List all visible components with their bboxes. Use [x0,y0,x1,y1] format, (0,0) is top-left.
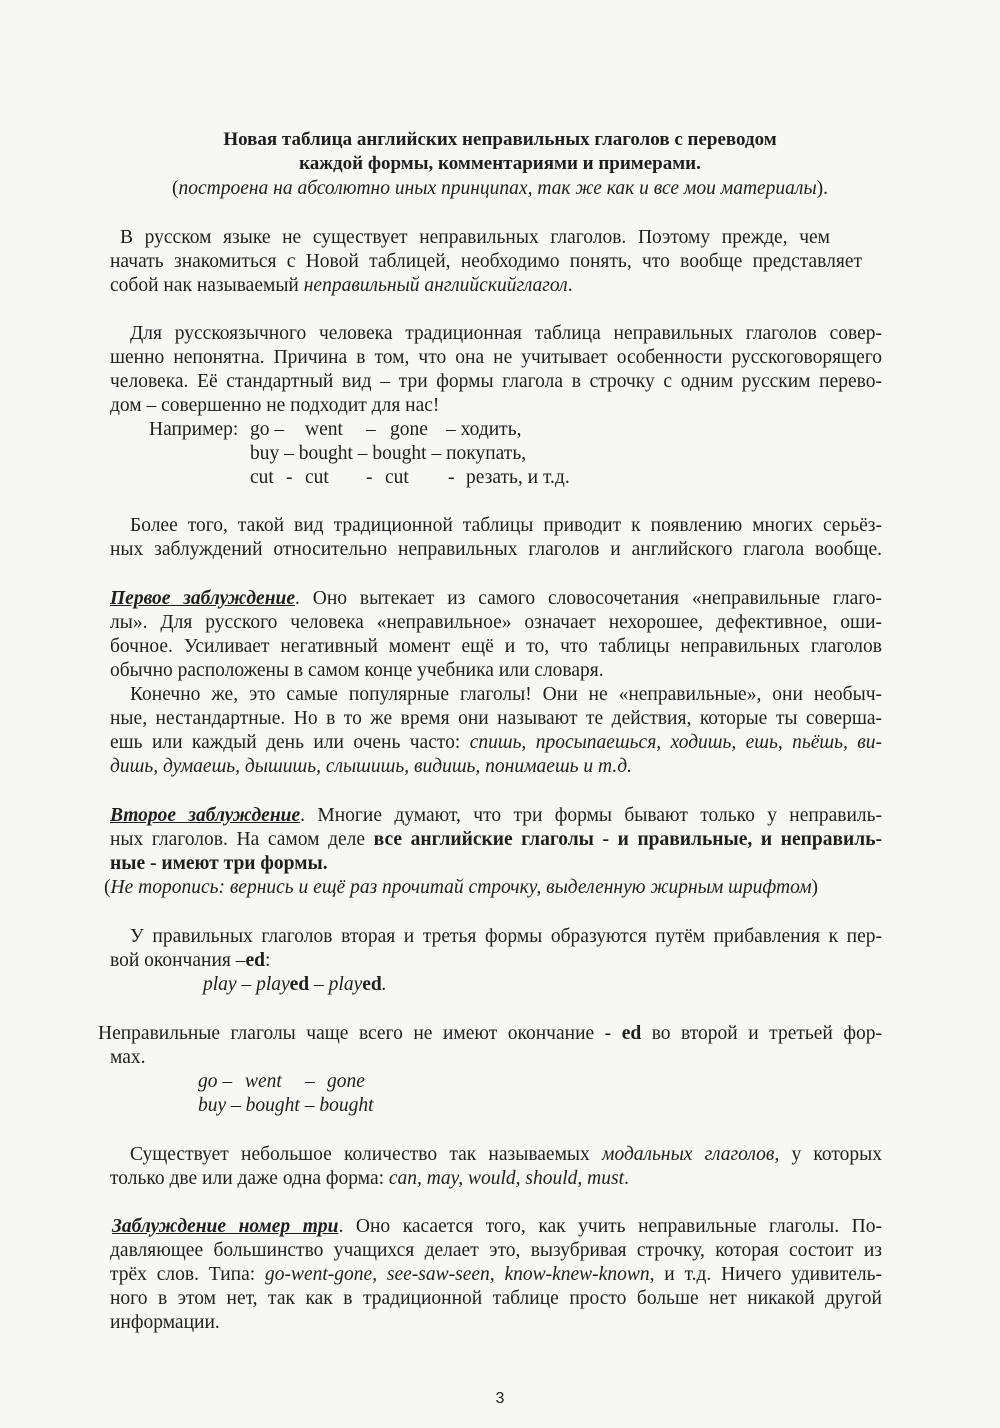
p4-line-2: лы». Для русского человека «неправильное» означает нехорошее, дефективное, оши- [110,612,882,633]
example-3-cut-3: cut [385,467,409,488]
p7-example-1-gone: gone [327,1071,365,1092]
p4-line-3: бочное. Усиливает негативный момент ещё и то, что таблицы неправильных глаголов [110,636,882,657]
p5-line-4 [104,876,818,900]
p2-line-4: дом – совершенно не подходит для нас! [110,395,440,416]
p1-line-3 [110,274,573,298]
p3-line-2: ных заблуждений относительно неправильных глаголов и английского глагола вообще. [110,539,882,560]
p8-line-1 [130,1143,882,1167]
p1-l3c: . [567,275,573,296]
note-close: ). [816,178,829,199]
p4-line-5: Конечно же, это самые популярные глаголы! Они не «неправильные», они необыч- [130,684,882,705]
p8-l1a: Существует небольшое количество так называемых [130,1144,602,1165]
example-2: buy – bought – bought – покупать, [250,443,527,464]
p4-l1-rest: . Оно вытекает из самого словосочетания «неправильные глаго- [295,588,882,609]
p4-line-1 [110,587,882,611]
example-3-translation: резать, и т.д. [466,467,570,488]
p8-line-2 [110,1167,629,1191]
p8-l1b: модальных глаголов [602,1144,775,1165]
p7-l1b: ed [621,1023,642,1044]
p7-line-2: мах. [110,1047,146,1068]
p2-line-3: человека. Её стандартный вид – три формы глагола в строчку с одним русским перево- [110,371,882,392]
p4-line-4: обычно расположены в самом конце учебника или словаря. [110,660,604,681]
p5-l2a: ных глаголов. На самом деле [110,829,374,850]
p6-ex-0: play – play [203,974,290,995]
p5-line-1 [110,804,882,828]
note-open: ( [171,178,179,199]
p7-example-2: buy – bought – bought [198,1095,374,1116]
p5-heading: Второе заблуждение [110,805,301,826]
p3-line-1: Более того, такой вид традиционной таблицы приводит к появлению многих серьёз- [130,515,882,536]
p6-line-1: У правильных глаголов вторая и третья формы образуются путём прибавления к пер- [130,926,882,947]
example-3-dash-2: - [366,467,373,488]
p9-line-3 [110,1263,882,1287]
p6-ex-4: . [381,974,387,995]
p8-l2c: . [624,1168,629,1189]
p6-example [203,973,387,997]
p1-line-1: В русском языке не существует неправильных глаголов. Поэтому прежде, чем [120,227,830,248]
title-note [0,177,1000,201]
p9-heading: Заблуждение номер три [112,1216,339,1237]
p4-line-8: дишь, думаешь, дышишь, слышишь, видишь, понимаешь и т.д. [110,756,632,777]
example-3-cut-1: cut [250,467,274,488]
p8-l2b: can, may, would, should, must [388,1168,624,1189]
p6-ex-1: ed [289,974,310,995]
example-1-translation: – ходить, [446,419,522,440]
p4-line-6: ные, нестандартные. Но в то же время они называют те действия, которые ты соверша- [110,708,882,729]
p5-l2b: все английские глаголы - и правильные, и неправиль- [373,829,882,850]
p8-l2a: только две или даже одна форма: [110,1168,389,1189]
p5-l4-close: ) [811,877,819,898]
title-line-2: каждой формы, комментариями и примерами. [299,153,701,174]
p1-l3a: собой нак называемый [110,275,304,296]
page-number: 3 [495,1390,505,1407]
p9-line-5: информации. [110,1312,220,1333]
p2-line-2: шенно непонятна. Причина в том, что она не учитывает особенности русскоговорящего [110,347,882,368]
p7-l1a: Неправильные глаголы чаще всего не имеют окончание - [98,1023,622,1044]
example-3-dash-1: - [286,467,293,488]
p5-l4: Не торопись: вернись и ещё раз прочитай строчку, выделенную жирным шрифтом [110,877,812,898]
note-text: построена на абсолютно иных принципах, так же как и все мои материалы [178,178,817,199]
p5-l1-rest: . Многие думают, что три формы бывают только у неправиль- [300,805,882,826]
example-label: Например: [149,419,239,440]
p6-l2c: : [264,950,271,971]
title-line-1: Новая таблица английских неправильных глаголов с переводом [223,129,777,150]
p9-l3c: , и т.д. Ничего удивитель- [649,1264,882,1285]
example-1-gone: gone [390,419,428,440]
p2-line-1: Для русскоязычного человека традиционная таблица неправильных глаголов совер- [130,323,882,344]
p6-line-2 [110,949,270,973]
p9-line-1 [112,1215,882,1239]
example-1-dash: – [366,419,376,440]
p7-line-1 [98,1022,882,1046]
example-1-go: go – [250,419,285,440]
p9-l1-rest: . Оно касается того, как учить неправильные глаголы. По- [338,1216,882,1237]
p4-line-7 [110,731,882,755]
p5-line-2 [110,828,882,852]
p9-l3a: трёх слов. Типа: [110,1264,265,1285]
p4-l7b: спишь, просыпаешься, ходишь, ешь, пьёшь, ви- [469,732,882,753]
p1-line-2: начать знакомиться с Новой таблицей, необходимо понять, что вообще представляет [110,251,862,272]
example-1-went: went [305,419,343,440]
p6-l2a: вой окончания – [110,950,246,971]
p7-example-1-go: go – [198,1071,233,1092]
p9-line-4: ного в этом нет, так как в традиционной таблице просто больше нет никакой другой [110,1288,882,1309]
p9-l3b: go-went-gone, see-saw-seen, know-knew-known [264,1264,650,1285]
p6-ex-2: – play [309,974,363,995]
p8-l1c: , у которых [774,1144,883,1165]
p7-example-1-went: went [245,1071,282,1092]
example-3-dash-3: - [448,467,455,488]
example-3-cut-2: cut [305,467,329,488]
p1-l3b: неправильный английскийглагол [303,275,568,296]
p7-example-1-dash: – [305,1071,315,1092]
p4-heading: Первое заблуждение [110,588,296,609]
p5-line-3: ные - имеют три формы. [110,853,328,874]
p7-l1c: во второй и третьей фор- [641,1023,882,1044]
p5-l4-open: ( [104,877,111,898]
p9-line-2: давляющее большинство учащихся делает это, вызубривая строчку, которая состоит из [110,1240,882,1261]
p6-ex-3: ed [362,974,382,995]
p4-l7a: ешь или каждый день или очень часто: [110,732,470,753]
p6-l2b: ed [245,950,265,971]
